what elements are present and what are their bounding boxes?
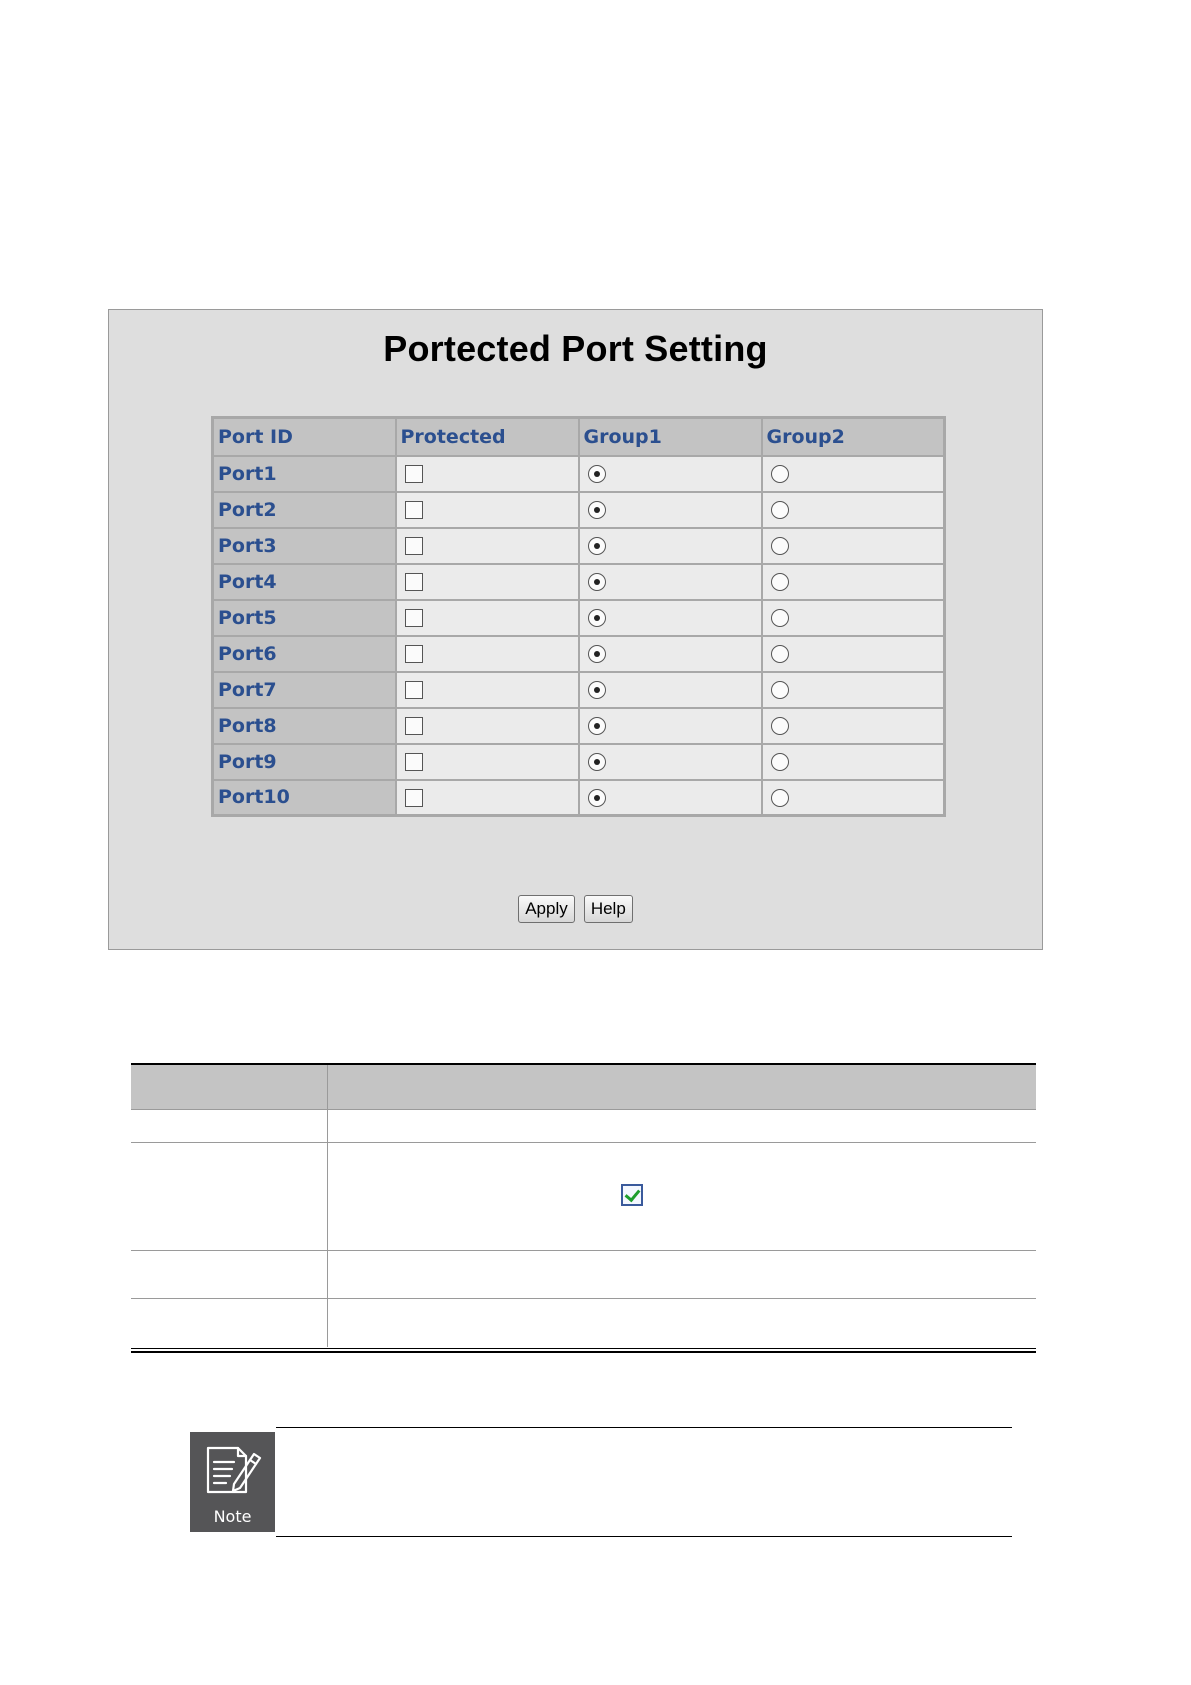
protected-cell [396, 456, 579, 492]
group2-radio[interactable] [771, 465, 789, 483]
description-cell-text [328, 1110, 1037, 1143]
group1-cell [579, 492, 762, 528]
apply-button[interactable]: Apply [518, 895, 575, 923]
group1-radio[interactable] [588, 501, 606, 519]
note-pencil-icon [190, 1432, 275, 1502]
group1-cell [579, 528, 762, 564]
group1-cell [579, 636, 762, 672]
protected-cell [396, 744, 579, 780]
table-row [131, 1143, 1036, 1251]
table-row [213, 528, 945, 564]
port-id-cell: Port1 [213, 456, 396, 492]
table-row [213, 744, 945, 780]
description-cell-object [131, 1110, 328, 1143]
protected-port-table [211, 416, 946, 817]
description-header-description [328, 1065, 1037, 1110]
header-group1: Group1 [579, 418, 762, 456]
group2-radio[interactable] [771, 789, 789, 807]
table-row [213, 564, 945, 600]
port-id-cell: Port7 [213, 672, 396, 708]
description-cell-text [328, 1299, 1037, 1347]
group2-radio[interactable] [771, 753, 789, 771]
group1-cell [579, 456, 762, 492]
group1-cell [579, 564, 762, 600]
group1-radio[interactable] [588, 537, 606, 555]
group2-cell [762, 492, 945, 528]
protected-cell [396, 780, 579, 816]
checked-checkbox-icon [621, 1184, 643, 1206]
port-id-cell: Port10 [213, 780, 396, 816]
button-row [109, 895, 1042, 923]
note-icon [190, 1432, 275, 1532]
header-group2: Group2 [762, 418, 945, 456]
description-header-row [131, 1065, 1036, 1110]
group1-cell [579, 780, 762, 816]
protected-cell [396, 528, 579, 564]
group1-radio[interactable] [588, 753, 606, 771]
protected-checkbox[interactable] [405, 537, 423, 555]
group1-cell [579, 708, 762, 744]
group2-radio[interactable] [771, 681, 789, 699]
group2-radio[interactable] [771, 537, 789, 555]
table-row [213, 492, 945, 528]
table-row [213, 780, 945, 816]
description-cell-object [131, 1143, 328, 1251]
protected-checkbox[interactable] [405, 789, 423, 807]
port-id-cell: Port9 [213, 744, 396, 780]
group2-cell [762, 636, 945, 672]
group2-radio[interactable] [771, 573, 789, 591]
port-rows [213, 456, 945, 816]
port-id-cell: Port5 [213, 600, 396, 636]
port-id-cell: Port8 [213, 708, 396, 744]
protected-checkbox[interactable] [405, 573, 423, 591]
panel-title: Portected Port Setting [383, 328, 768, 369]
group2-cell [762, 564, 945, 600]
help-button[interactable]: Help [584, 895, 633, 923]
group2-cell [762, 672, 945, 708]
protected-cell [396, 708, 579, 744]
table-row [131, 1251, 1036, 1299]
group2-radio[interactable] [771, 717, 789, 735]
group2-cell [762, 600, 945, 636]
group2-cell [762, 708, 945, 744]
protected-cell [396, 492, 579, 528]
note-bottom-rule [276, 1536, 1012, 1537]
note-label: Note [213, 1507, 252, 1526]
table-row [131, 1299, 1036, 1347]
group2-radio[interactable] [771, 501, 789, 519]
group2-radio[interactable] [771, 609, 789, 627]
group1-cell [579, 744, 762, 780]
group1-radio[interactable] [588, 789, 606, 807]
header-protected: Protected [396, 418, 579, 456]
protected-checkbox[interactable] [405, 717, 423, 735]
protected-cell [396, 600, 579, 636]
group1-cell [579, 672, 762, 708]
port-id-cell: Port3 [213, 528, 396, 564]
group1-radio[interactable] [588, 573, 606, 591]
protected-checkbox[interactable] [405, 681, 423, 699]
table-row [213, 600, 945, 636]
table-row [213, 672, 945, 708]
table-row [131, 1110, 1036, 1143]
description-table-bottom-rule [131, 1348, 1036, 1353]
table-header-row [213, 418, 945, 456]
table-row [213, 456, 945, 492]
protected-checkbox[interactable] [405, 609, 423, 627]
protected-cell [396, 564, 579, 600]
protected-port-panel [108, 309, 1043, 950]
table-row [213, 708, 945, 744]
protected-cell [396, 636, 579, 672]
group2-cell [762, 528, 945, 564]
protected-checkbox[interactable] [405, 501, 423, 519]
group1-radio[interactable] [588, 609, 606, 627]
port-id-cell: Port4 [213, 564, 396, 600]
group1-radio[interactable] [588, 717, 606, 735]
group2-radio[interactable] [771, 645, 789, 663]
port-id-cell: Port2 [213, 492, 396, 528]
note-top-rule [276, 1427, 1012, 1428]
description-header-object [131, 1065, 328, 1110]
table-row [213, 636, 945, 672]
description-cell-object [131, 1299, 328, 1347]
group2-cell [762, 780, 945, 816]
group1-radio[interactable] [588, 465, 606, 483]
description-cell-object [131, 1251, 328, 1299]
group2-cell [762, 744, 945, 780]
port-id-cell: Port6 [213, 636, 396, 672]
protected-checkbox[interactable] [405, 645, 423, 663]
description-cell-text [328, 1251, 1037, 1299]
group1-cell [579, 600, 762, 636]
group1-radio[interactable] [588, 645, 606, 663]
description-table [131, 1065, 1036, 1347]
protected-checkbox[interactable] [405, 753, 423, 771]
description-cell-text [328, 1143, 1037, 1251]
header-port-id: Port ID [213, 418, 396, 456]
protected-cell [396, 672, 579, 708]
group1-radio[interactable] [588, 681, 606, 699]
group2-cell [762, 456, 945, 492]
protected-checkbox[interactable] [405, 465, 423, 483]
